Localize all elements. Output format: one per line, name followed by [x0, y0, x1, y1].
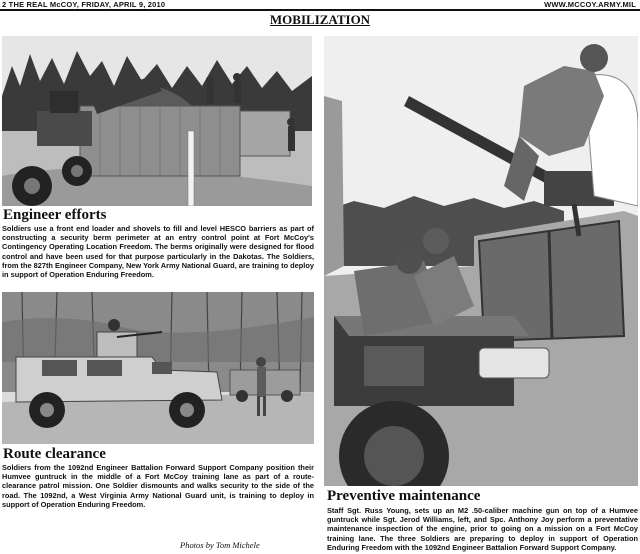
photo-preventive-maintenance [324, 36, 638, 486]
headline-preventive-maintenance: Preventive maintenance [327, 488, 481, 504]
website-url[interactable]: WWW.MCCOY.ARMY.MIL [544, 0, 636, 9]
page-header-left [2, 0, 165, 9]
photo-route-clearance [2, 292, 314, 444]
caption-preventive-maintenance: Staff Sgt. Russ Young, sets up an M2 .50-caliber machine gun on top of a Humvee guntruck while Sgt. Jerod Williams, left, and Spc. Anthony Joy perform a preventative maintenance inspection of the engine, prior to going on a mission on a Fort McCoy training lane. The three Soldiers are preparing to deploy in support of Operation Enduring Freedom with the 1092nd Engineer Battalion Forward Support Company. [327, 506, 638, 552]
headline-route-clearance: Route clearance [3, 446, 106, 462]
header-rule [0, 9, 640, 11]
photo-engineer-efforts [2, 36, 312, 206]
page-number: 2 [2, 0, 7, 9]
section-title: MOBILIZATION [269, 12, 371, 27]
caption-engineer-efforts: Soldiers use a front end loader and shovels to fill and level HESCO barriers as part of constructing a security berm perimeter at an entry control point at Fort McCoy's Contingency Operating Location Freedom. The berms originally were designed for flood control and have been used for that purpose particularly in the Dakotas. The Soldiers, from the 827th Engineer Company, New York Army National Guard, are training to deploy in support of Operation Enduring Freedom. [2, 224, 314, 280]
caption-route-clearance: Soldiers from the 1092nd Engineer Battalion Forward Support Company position their Humvee guntruck in the middle of a Fort McCoy training lane as part of a route-clearance patrol mission. One Soldier dismounts and walks security to the side of the road. The 1092nd, a West Virginia Army National Guard unit, is training to deploy in support of Operation Enduring Freedom. [2, 463, 314, 509]
headline-engineer-efforts: Engineer efforts [3, 207, 107, 223]
photo-credit: Photos by Tom Michele [180, 540, 260, 550]
page-info: THE REAL McCOY, FRIDAY, APRIL 9, 2010 [8, 0, 166, 9]
